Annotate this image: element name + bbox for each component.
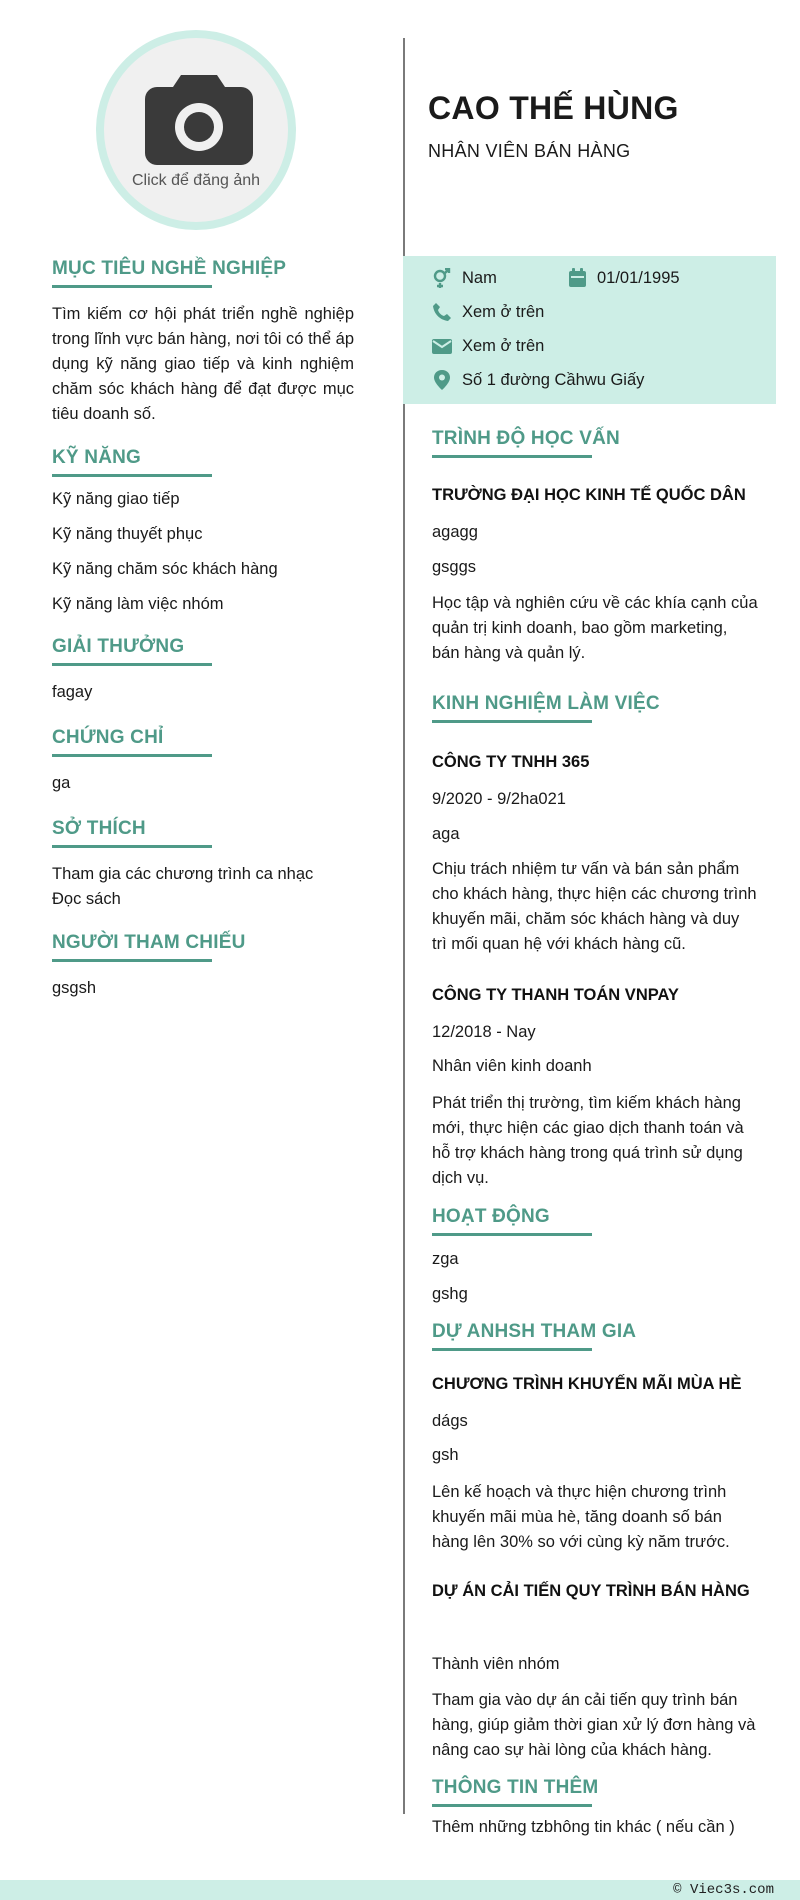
- contact-email: [432, 334, 544, 358]
- education-line: gsggs: [432, 558, 477, 576]
- gender-icon: [432, 268, 452, 288]
- project-line: gsh: [432, 1446, 459, 1464]
- award-item: fagay: [52, 683, 93, 701]
- activity-item: zga: [432, 1250, 459, 1268]
- education-description: Học tập và nghiên cứu về các khía cạnh của quản trị kinh doanh, bao gồm marketing, bán hàng và quản lý.: [432, 594, 758, 662]
- education-section: [432, 428, 758, 458]
- project-name: CHƯƠNG TRÌNH KHUYẾN MÃI MÙA HÈ: [432, 1375, 742, 1393]
- section-title: DỰ ANHSH THAM GIA: [432, 1321, 637, 1342]
- additional-section: [432, 1777, 758, 1807]
- project-line: dágs: [432, 1412, 468, 1430]
- address-value: Số 1 đường Cầhwu Giấy: [462, 371, 645, 389]
- title-underline: [432, 720, 592, 723]
- activity-item: gshg: [432, 1285, 468, 1303]
- avatar-upload[interactable]: [96, 30, 296, 230]
- job-role: aga: [432, 825, 460, 843]
- title-underline: [52, 845, 212, 848]
- section-title: TRÌNH ĐỘ HỌC VẤN: [432, 428, 620, 449]
- project-description: Lên kế hoạch và thực hiện chương trình khuyến mãi mùa hè, tăng doanh số bán hàng lên 30% so với cùng kỳ năm trước.: [432, 1483, 730, 1551]
- section-title: GIẢI THƯỞNG: [52, 636, 185, 657]
- skill-item: Kỹ năng thuyết phục: [52, 525, 203, 543]
- experience-section: [432, 693, 758, 723]
- additional-text: Thêm những tzbhông tin khác ( nếu cần ): [432, 1818, 735, 1836]
- skills-list: [52, 482, 354, 622]
- reference-item: gsgsh: [52, 979, 97, 997]
- section-title: SỞ THÍCH: [52, 818, 146, 839]
- title-underline: [432, 1348, 592, 1351]
- contact-address: [432, 368, 644, 392]
- contact-birthday: [568, 266, 680, 290]
- title-underline: [432, 1804, 592, 1807]
- skill-item: Kỹ năng giao tiếp: [52, 490, 180, 508]
- hobby-item: Tham gia các chương trình ca nhạc: [52, 865, 314, 883]
- title-underline: [52, 754, 212, 757]
- skill-item: Kỹ năng chăm sóc khách hàng: [52, 560, 278, 578]
- contact-panel: [403, 256, 776, 404]
- section-title: MỤC TIÊU NGHỀ NGHIỆP: [52, 258, 287, 279]
- activities-section: [432, 1206, 758, 1236]
- watermark: © Viec3s.com: [673, 1882, 774, 1898]
- project-role: Thành viên nhóm: [432, 1655, 560, 1673]
- title-underline: [432, 1233, 592, 1236]
- school-name: TRƯỜNG ĐẠI HỌC KINH TẾ QUỐC DÂN: [432, 486, 746, 504]
- job-period: 12/2018 - Nay: [432, 1023, 536, 1041]
- company-name: CÔNG TY TNHH 365: [432, 753, 590, 771]
- camera-icon: [145, 71, 253, 165]
- skills-section: [52, 447, 354, 622]
- job-description: Chịu trách nhiệm tư vấn và bán sản phẩm cho khách hàng, thực hiện các chương trình khuyến mãi, chăm sóc khách hàng và duy trì mối quan hệ với khách hàng cũ.: [432, 860, 757, 953]
- job-period: 9/2020 - 9/2ha021: [432, 790, 566, 808]
- hobbies-section: [52, 818, 354, 912]
- phone-icon: [432, 302, 452, 322]
- section-title: NGƯỜI THAM CHIẾU: [52, 932, 246, 953]
- location-pin-icon: [432, 369, 452, 391]
- hobby-item: Đọc sách: [52, 890, 121, 908]
- birthday-value: 01/01/1995: [597, 269, 680, 287]
- title-underline: [52, 663, 212, 666]
- phone-value: Xem ở trên: [462, 303, 545, 321]
- section-title: HOẠT ĐỘNG: [432, 1206, 550, 1227]
- job-description: Phát triển thị trường, tìm kiếm khách hàng mới, thực hiện các giao dịch thanh toán và hỗ trợ khách hàng trong quá trình sử dụng dịch vụ.: [432, 1094, 744, 1187]
- section-title: KINH NGHIỆM LÀM VIỆC: [432, 693, 660, 714]
- calendar-icon: [568, 268, 587, 288]
- section-title: THÔNG TIN THÊM: [432, 1777, 599, 1798]
- section-title: KỸ NĂNG: [52, 447, 142, 468]
- project-description: Tham gia vào dự án cải tiến quy trình bán hàng, giúp giảm thời gian xử lý đơn hàng và nâng cao sự hài lòng của khách hàng.: [432, 1691, 756, 1759]
- project-name: DỰ ÁN CẢI TIẾN QUY TRÌNH BÁN HÀNG: [432, 1582, 750, 1600]
- footer-band: [0, 1880, 800, 1900]
- company-name: CÔNG TY THANH TOÁN VNPAY: [432, 986, 679, 1004]
- section-title: CHỨNG CHỈ: [52, 727, 164, 748]
- skill-item: Kỹ năng làm việc nhóm: [52, 595, 224, 613]
- projects-section: [432, 1321, 758, 1351]
- contact-phone: [432, 300, 544, 324]
- title-underline: [432, 455, 592, 458]
- contact-gender: [432, 266, 497, 290]
- certificate-item: ga: [52, 774, 71, 792]
- awards-section: [52, 636, 354, 705]
- avatar-caption: Click để đăng ảnh: [131, 172, 261, 189]
- title-underline: [52, 959, 212, 962]
- title-underline: [52, 474, 212, 477]
- references-section: [52, 932, 354, 1001]
- full-name: CAO THẾ HÙNG: [428, 90, 679, 126]
- job-role: Nhân viên kinh doanh: [432, 1057, 592, 1075]
- email-value: Xem ở trên: [462, 337, 545, 355]
- education-line: agagg: [432, 523, 478, 541]
- job-position: NHÂN VIÊN BÁN HÀNG: [428, 141, 631, 161]
- objective-text: Tìm kiếm cơ hội phát triển nghề nghiệp trong lĩnh vực bán hàng, nơi tôi có thể áp dụng kỹ năng giao tiếp và kinh nghiệm chăm sóc khách hàng để đạt được mục tiêu doanh số.: [52, 305, 354, 423]
- objective-section: [52, 258, 354, 427]
- certificates-section: [52, 727, 354, 796]
- gender-value: Nam: [462, 269, 497, 287]
- title-underline: [52, 285, 212, 288]
- envelope-icon: [432, 337, 452, 355]
